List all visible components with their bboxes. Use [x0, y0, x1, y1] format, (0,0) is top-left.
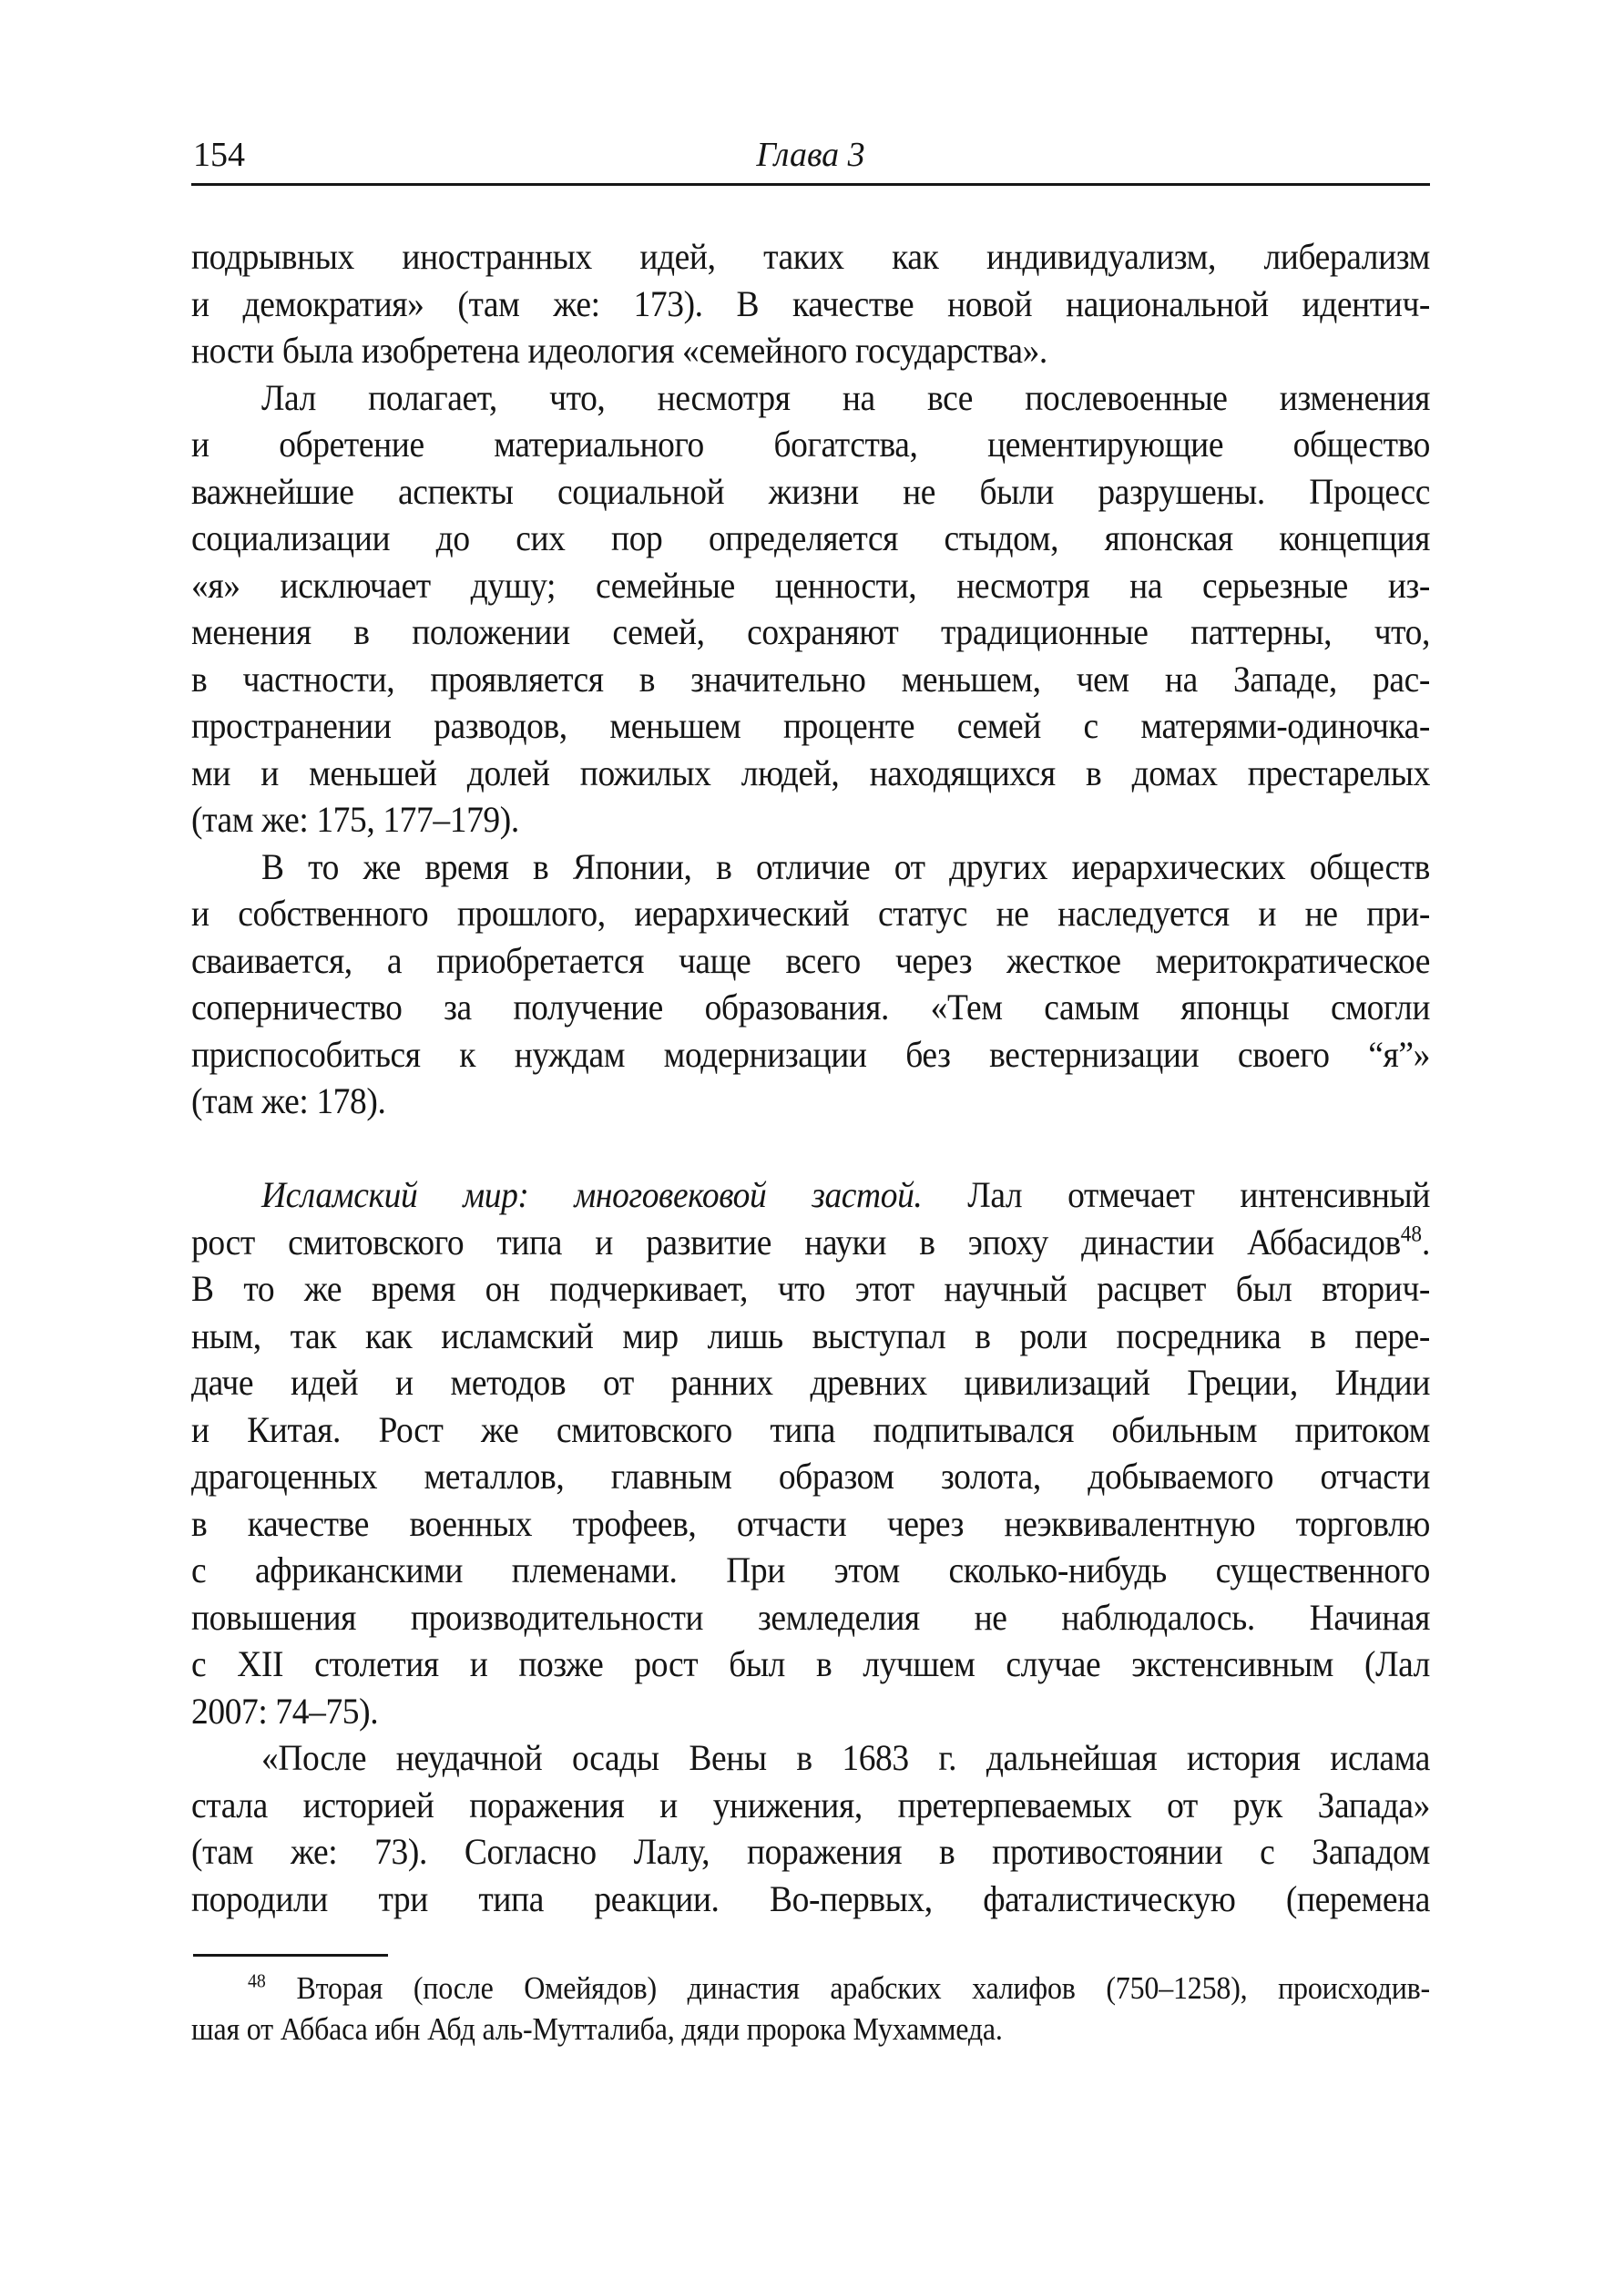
text-segment: и обретение материального богатства, цементирующие общество — [191, 424, 1430, 465]
text-segment: Лал отмечает интенсивный — [922, 1175, 1430, 1216]
text-segment: ми и меньшей долей пожилых людей, находящихся в домах престарелых — [191, 752, 1430, 794]
text-segment: повышения производительности земледелия не наблюдалось. Начиная — [191, 1597, 1430, 1639]
text-line — [191, 1546, 1430, 1597]
text-segment: (там же: 175, 177–179). — [191, 800, 519, 841]
text-segment: и Китая. Рост же смитовского типа подпитывался обильным притоком — [191, 1409, 1430, 1451]
text-line — [191, 1966, 1430, 2010]
footnote-separator — [193, 1954, 388, 1957]
text-segment: породили три типа реакции. Во-первых, фаталистическую (перемена — [191, 1878, 1430, 1920]
text-line — [191, 795, 1430, 846]
text-segment: и собственного прошлого, иерархический статус не наследуется и не при- — [191, 894, 1430, 935]
text-line — [191, 560, 1430, 611]
header-rule — [191, 183, 1430, 186]
text-line — [191, 2007, 1430, 2051]
text-line — [191, 842, 1430, 893]
text-segment: ным, так как исламский мир лишь выступал в роли посредника в пере- — [191, 1315, 1430, 1357]
text-line — [191, 1780, 1430, 1831]
text-segment: с африканскими племенами. При этом сколько-нибудь существенного — [191, 1550, 1430, 1591]
text-line — [191, 1217, 1430, 1268]
paragraph — [191, 1735, 1430, 1923]
page-number: 154 — [193, 136, 245, 174]
text-segment: (там же: 178). — [191, 1081, 386, 1122]
text-segment: подрывных иностранных идей, таких как индивидуализм, либерализм — [191, 237, 1430, 278]
text-segment: соперничество за получение образования. «Тем самым японцы смогли — [191, 987, 1430, 1028]
text-line — [191, 1827, 1430, 1878]
text-segment: В то же время в Японии, в отличие от других иерархических обществ — [261, 846, 1430, 888]
paragraph — [191, 375, 1430, 844]
text-line — [191, 279, 1430, 330]
text-line — [191, 1733, 1430, 1784]
page-header — [191, 135, 1430, 177]
text-line — [191, 1452, 1430, 1503]
text-line — [191, 983, 1430, 1034]
text-segment: приспособиться к нуждам модернизации без вестернизации своего “я”» — [191, 1034, 1430, 1076]
text-segment: сваивается, а приобретается чаще всего через жесткое меритократическое — [191, 940, 1430, 982]
text-line — [191, 1171, 1430, 1222]
text-segment: драгоценных металлов, главным образом золота, добываемого отчасти — [191, 1457, 1430, 1498]
text-segment: Исламский мир: многовековой застой. — [261, 1175, 923, 1216]
footnote-marker: 48 — [1400, 1221, 1423, 1247]
text-line — [191, 701, 1430, 752]
text-segment: ности была изобретена идеология «семейного государства». — [191, 331, 1047, 372]
text-segment: с XII столетия и позже рост был в лучшем случае экстенсивным (Лал — [191, 1644, 1430, 1685]
text-line — [191, 1592, 1430, 1643]
text-line — [191, 1358, 1430, 1409]
text-line — [191, 232, 1430, 283]
text-line — [191, 1640, 1430, 1691]
text-line — [191, 1264, 1430, 1315]
text-segment: Лал полагает, что, несмотря на все послевоенные изменения — [261, 377, 1430, 419]
text-segment: даче идей и методов от ранних древних цивилизаций Греции, Индии — [191, 1363, 1430, 1404]
text-line — [191, 1077, 1430, 1128]
text-line — [191, 420, 1430, 471]
text-line — [191, 936, 1430, 987]
text-segment: «После неудачной осады Вены в 1683 г. дальнейшая история ислама — [261, 1738, 1430, 1779]
text-segment: (там же: 73). Согласно Лалу, поражения в противостоянии с Западом — [191, 1832, 1430, 1873]
text-segment: и демократия» (там же: 173). В качестве новой национальной идентич- — [191, 283, 1430, 325]
footnote-marker: 48 — [248, 1969, 266, 1992]
text-segment: в качестве военных трофеев, отчасти через неэквивалентную торговлю — [191, 1503, 1430, 1545]
text-segment: рост смитовского типа и развитие науки в эпоху династии Аббасидов — [191, 1222, 1401, 1263]
text-segment: шая от Аббаса ибн Абд аль-Мутталиба, дяди пророка Мухаммеда. — [191, 2010, 1003, 2047]
text-line — [191, 1405, 1430, 1456]
text-segment: социализации до сих пор определяется стыдом, японская концепция — [191, 518, 1430, 559]
footnote — [191, 1968, 1430, 2050]
body-text — [191, 234, 1430, 1923]
text-line — [191, 748, 1430, 799]
text-segment: менения в положении семей, сохраняют традиционные паттерны, что, — [191, 612, 1430, 653]
text-segment: пространении разводов, меньшем проценте семей с матерями-одиночка- — [191, 706, 1430, 747]
text-segment: В то же время он подчеркивает, что этот научный расцвет был вторич- — [191, 1269, 1430, 1310]
text-line — [191, 373, 1430, 424]
text-line — [191, 326, 1430, 377]
text-segment: важнейшие аспекты социальной жизни не были разрушены. Процесс — [191, 471, 1430, 513]
paragraph — [191, 1172, 1430, 1735]
text-line — [191, 1311, 1430, 1362]
text-line — [191, 889, 1430, 940]
text-segment: 2007: 74–75). — [191, 1691, 379, 1733]
text-line — [191, 1498, 1430, 1549]
paragraph — [191, 844, 1430, 1126]
text-line — [191, 1874, 1430, 1925]
text-line — [191, 1686, 1430, 1737]
running-head: Глава 3 — [756, 136, 865, 174]
text-segment: в частности, проявляется в значительно меньшем, чем на Западе, рас- — [191, 659, 1430, 700]
text-line — [191, 654, 1430, 705]
text-line — [191, 514, 1430, 565]
text-line — [191, 608, 1430, 659]
text-segment: стала историей поражения и унижения, претерпеваемых от рук Запада» — [191, 1784, 1430, 1826]
text-segment: Вторая (после Омейядов) династия арабских халифов (750–1258), происходив- — [265, 1969, 1430, 2006]
text-segment: . — [1422, 1222, 1430, 1263]
text-line — [191, 1029, 1430, 1080]
paragraph — [191, 234, 1430, 375]
text-line — [191, 466, 1430, 517]
text-segment: «я» исключает душу; семейные ценности, несмотря на серьезные из- — [191, 565, 1430, 607]
